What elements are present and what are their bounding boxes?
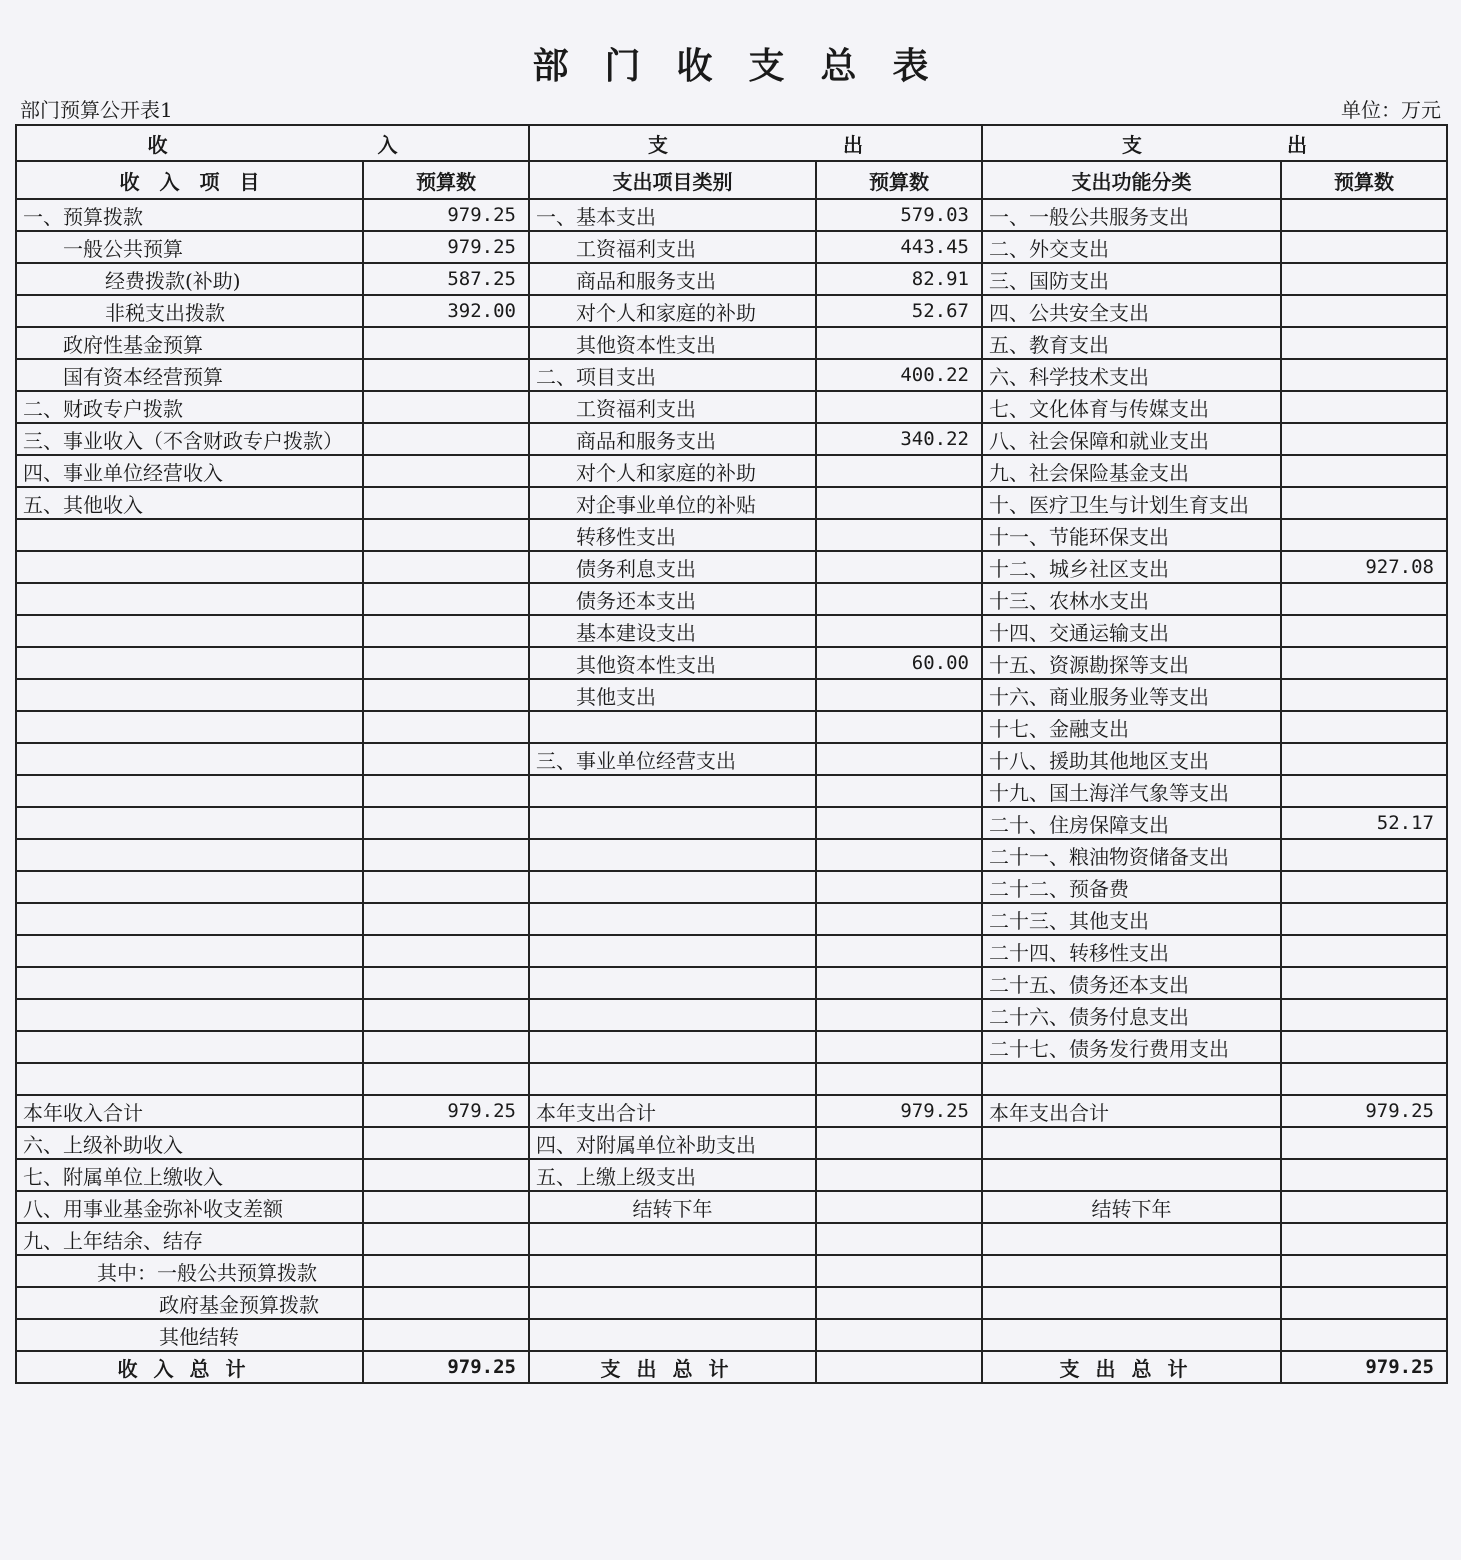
expense-type-item-cell: 支出总计 (529, 1351, 816, 1383)
expense-type-item-cell: 五、上缴上级支出 (529, 1159, 816, 1191)
expense-func-budget-cell (1281, 1063, 1447, 1095)
expense-type-budget-cell: 60.00 (816, 647, 982, 679)
expense-type-item-cell (529, 711, 816, 743)
expense-type-item-cell: 其他资本性支出 (529, 327, 816, 359)
table-row (16, 615, 1447, 647)
expense-func-budget-cell (1281, 967, 1447, 999)
expense-type-item-cell (529, 775, 816, 807)
table-row (16, 1063, 1447, 1095)
income-item-cell (16, 903, 363, 935)
income-item-cell: 其中：一般公共预算拨款 (16, 1255, 363, 1287)
expense-type-budget-cell (816, 679, 982, 711)
expense-func-item-cell (982, 1063, 1281, 1095)
table-row (16, 1351, 1447, 1383)
income-item-cell: 本年收入合计 (16, 1095, 363, 1127)
income-item-cell (16, 807, 363, 839)
expense-func-item-cell: 二十五、债务还本支出 (982, 967, 1281, 999)
income-item-cell: 政府基金预算拨款 (16, 1287, 363, 1319)
table-row (16, 1159, 1447, 1191)
expense-func-budget-cell (1281, 327, 1447, 359)
income-budget-cell (363, 1255, 529, 1287)
income-budget-cell (363, 999, 529, 1031)
table-row (16, 327, 1447, 359)
income-budget-cell: 587.25 (363, 263, 529, 295)
expense-type-item-cell: 基本建设支出 (529, 615, 816, 647)
expense-type-item-cell: 对个人和家庭的补助 (529, 455, 816, 487)
income-item-cell: 其他结转 (16, 1319, 363, 1351)
header-expense-type-budget: 预算数 (816, 161, 982, 199)
expense-func-budget-cell (1281, 871, 1447, 903)
table-row (16, 999, 1447, 1031)
expense-type-item-cell: 其他支出 (529, 679, 816, 711)
expense-type-item-cell (529, 1031, 816, 1063)
income-item-cell (16, 743, 363, 775)
expense-type-item-cell (529, 871, 816, 903)
expense-func-item-cell: 六、科学技术支出 (982, 359, 1281, 391)
expense-type-item-cell (529, 1223, 816, 1255)
header-expense-func-budget: 预算数 (1281, 161, 1447, 199)
income-budget-cell (363, 839, 529, 871)
expense-func-item-cell: 结转下年 (982, 1191, 1281, 1223)
expense-func-item-cell: 十八、援助其他地区支出 (982, 743, 1281, 775)
table-row (16, 519, 1447, 551)
expense-func-item-cell: 二十七、债务发行费用支出 (982, 1031, 1281, 1063)
table-row (16, 231, 1447, 263)
expense-func-budget-cell (1281, 583, 1447, 615)
income-budget-cell (363, 903, 529, 935)
expense-type-budget-cell (816, 839, 982, 871)
income-item-cell: 六、上级补助收入 (16, 1127, 363, 1159)
expense-func-budget-cell (1281, 455, 1447, 487)
income-item-cell (16, 1031, 363, 1063)
expense-func-budget-cell (1281, 775, 1447, 807)
expense-type-budget-cell (816, 743, 982, 775)
income-item-cell: 八、用事业基金弥补收支差额 (16, 1191, 363, 1223)
income-budget-cell (363, 1319, 529, 1351)
income-budget-cell (363, 935, 529, 967)
income-budget-cell (363, 583, 529, 615)
header-expense-type-item: 支出项目类别 (529, 161, 816, 199)
expense-type-item-cell (529, 935, 816, 967)
expense-type-item-cell (529, 1255, 816, 1287)
expense-func-item-cell: 九、社会保险基金支出 (982, 455, 1281, 487)
expense-func-budget-cell (1281, 295, 1447, 327)
expense-func-item-cell (982, 1159, 1281, 1191)
expense-type-budget-cell (816, 519, 982, 551)
expense-type-item-cell: 工资福利支出 (529, 231, 816, 263)
income-item-cell: 国有资本经营预算 (16, 359, 363, 391)
income-budget-cell (363, 615, 529, 647)
expense-type-budget-cell (816, 1287, 982, 1319)
income-budget-cell (363, 711, 529, 743)
expense-func-item-cell: 二、外交支出 (982, 231, 1281, 263)
income-budget-cell (363, 551, 529, 583)
expense-func-budget-cell (1281, 1159, 1447, 1191)
table-row (16, 391, 1447, 423)
expense-func-budget-cell (1281, 487, 1447, 519)
expense-func-item-cell: 支出总计 (982, 1351, 1281, 1383)
income-budget-cell (363, 1063, 529, 1095)
income-budget-cell (363, 871, 529, 903)
expense-type-item-cell (529, 999, 816, 1031)
income-budget-cell (363, 455, 529, 487)
table-row (16, 711, 1447, 743)
expense-func-budget-cell (1281, 935, 1447, 967)
expense-type-item-cell (529, 903, 816, 935)
expense-type-budget-cell (816, 1255, 982, 1287)
expense-func-item-cell: 本年支出合计 (982, 1095, 1281, 1127)
table-row (16, 1319, 1447, 1351)
table-row (16, 967, 1447, 999)
table-row (16, 551, 1447, 583)
table-row (16, 1287, 1447, 1319)
table-row (16, 1031, 1447, 1063)
income-item-cell: 九、上年结余、结存 (16, 1223, 363, 1255)
expense-func-item-cell: 十五、资源勘探等支出 (982, 647, 1281, 679)
section-header-row (16, 125, 1447, 161)
expense-type-budget-cell: 579.03 (816, 199, 982, 231)
expense-type-item-cell: 其他资本性支出 (529, 647, 816, 679)
expense-type-item-cell (529, 839, 816, 871)
expense-func-budget-cell (1281, 903, 1447, 935)
expense-func-budget-cell (1281, 1223, 1447, 1255)
income-budget-cell (363, 327, 529, 359)
income-item-cell: 非税支出拨款 (16, 295, 363, 327)
expense-type-item-cell (529, 1319, 816, 1351)
income-item-cell: 一般公共预算 (16, 231, 363, 263)
expense-type-item-cell: 对企事业单位的补贴 (529, 487, 816, 519)
expense-func-budget-cell (1281, 1255, 1447, 1287)
expense-func-item-cell: 二十二、预备费 (982, 871, 1281, 903)
table-row (16, 871, 1447, 903)
income-item-cell (16, 583, 363, 615)
expense-type-budget-cell (816, 1319, 982, 1351)
table-row (16, 583, 1447, 615)
expense-type-item-cell: 一、基本支出 (529, 199, 816, 231)
expense-type-item-cell: 对个人和家庭的补助 (529, 295, 816, 327)
expense-func-item-cell: 二十四、转移性支出 (982, 935, 1281, 967)
expense-type-item-cell: 商品和服务支出 (529, 263, 816, 295)
table-row (16, 423, 1447, 455)
expense-type-budget-cell: 979.25 (816, 1095, 982, 1127)
expense-type-budget-cell (816, 903, 982, 935)
expense-type-budget-cell (816, 775, 982, 807)
expense-type-item-cell: 工资福利支出 (529, 391, 816, 423)
expense-func-budget-cell (1281, 199, 1447, 231)
table-row (16, 903, 1447, 935)
income-item-cell (16, 519, 363, 551)
expense-type-budget-cell (816, 455, 982, 487)
income-item-cell (16, 775, 363, 807)
income-item-cell: 七、附属单位上缴收入 (16, 1159, 363, 1191)
expense-func-item-cell: 十六、商业服务业等支出 (982, 679, 1281, 711)
expense-type-budget-cell (816, 711, 982, 743)
expense-func-item-cell: 二十三、其他支出 (982, 903, 1281, 935)
expense-type-item-cell: 三、事业单位经营支出 (529, 743, 816, 775)
expense-type-item-cell: 本年支出合计 (529, 1095, 816, 1127)
expense-func-budget-cell (1281, 231, 1447, 263)
table-row (16, 295, 1447, 327)
expense-func-item-cell: 二十、住房保障支出 (982, 807, 1281, 839)
expense-type-budget-cell (816, 1191, 982, 1223)
expense-type-budget-cell: 443.45 (816, 231, 982, 263)
budget-table (15, 124, 1448, 1384)
expense-func-budget-cell (1281, 711, 1447, 743)
section-expense-function: 支 出 (982, 125, 1447, 161)
table-row (16, 679, 1447, 711)
section-income: 收 入 (16, 125, 529, 161)
expense-type-budget-cell: 340.22 (816, 423, 982, 455)
table-row (16, 263, 1447, 295)
expense-func-item-cell: 十、医疗卫生与计划生育支出 (982, 487, 1281, 519)
expense-func-item-cell: 十二、城乡社区支出 (982, 551, 1281, 583)
section-expense-type: 支 出 (529, 125, 982, 161)
expense-type-item-cell: 债务还本支出 (529, 583, 816, 615)
income-budget-cell: 979.25 (363, 231, 529, 263)
income-item-cell (16, 999, 363, 1031)
expense-type-budget-cell (816, 1031, 982, 1063)
header-income-item: 收 入 项 目 (16, 161, 363, 199)
expense-type-budget-cell (816, 1127, 982, 1159)
table-row (16, 1095, 1447, 1127)
expense-func-budget-cell (1281, 999, 1447, 1031)
expense-type-budget-cell (816, 1063, 982, 1095)
expense-func-item-cell: 十七、金融支出 (982, 711, 1281, 743)
income-budget-cell (363, 1191, 529, 1223)
expense-type-item-cell: 结转下年 (529, 1191, 816, 1223)
table-row (16, 647, 1447, 679)
income-budget-cell (363, 679, 529, 711)
income-item-cell: 四、事业单位经营收入 (16, 455, 363, 487)
expense-func-item-cell: 四、公共安全支出 (982, 295, 1281, 327)
expense-func-item-cell: 七、文化体育与传媒支出 (982, 391, 1281, 423)
table-row (16, 775, 1447, 807)
expense-type-budget-cell (816, 999, 982, 1031)
expense-type-budget-cell (816, 551, 982, 583)
expense-type-budget-cell (816, 871, 982, 903)
table-row (16, 743, 1447, 775)
expense-func-budget-cell (1281, 1287, 1447, 1319)
header-expense-func-item: 支出功能分类 (982, 161, 1281, 199)
expense-type-item-cell: 二、项目支出 (529, 359, 816, 391)
income-item-cell (16, 647, 363, 679)
expense-type-budget-cell (816, 391, 982, 423)
income-budget-cell: 979.25 (363, 199, 529, 231)
expense-type-budget-cell (816, 487, 982, 519)
expense-func-budget-cell (1281, 1319, 1447, 1351)
expense-func-budget-cell (1281, 519, 1447, 551)
table-body (16, 199, 1447, 1383)
expense-type-item-cell (529, 807, 816, 839)
expense-type-budget-cell (816, 935, 982, 967)
table-row (16, 1127, 1447, 1159)
expense-type-budget-cell: 52.67 (816, 295, 982, 327)
expense-func-item-cell: 十九、国土海洋气象等支出 (982, 775, 1281, 807)
income-item-cell: 经费拨款(补助) (16, 263, 363, 295)
income-budget-cell (363, 519, 529, 551)
income-budget-cell (363, 1223, 529, 1255)
income-item-cell: 收入总计 (16, 1351, 363, 1383)
income-item-cell: 二、财政专户拨款 (16, 391, 363, 423)
expense-type-budget-cell (816, 1351, 982, 1383)
income-item-cell (16, 711, 363, 743)
income-budget-cell (363, 1031, 529, 1063)
unit-label: 单位：万元 (1341, 98, 1441, 122)
table-row (16, 487, 1447, 519)
income-budget-cell (363, 391, 529, 423)
expense-type-item-cell: 转移性支出 (529, 519, 816, 551)
income-budget-cell (363, 423, 529, 455)
income-budget-cell (363, 647, 529, 679)
expense-func-item-cell (982, 1287, 1281, 1319)
expense-func-budget-cell: 979.25 (1281, 1351, 1447, 1383)
table-row (16, 1255, 1447, 1287)
expense-func-budget-cell: 927.08 (1281, 551, 1447, 583)
table-row (16, 359, 1447, 391)
table-row (16, 935, 1447, 967)
income-item-cell (16, 679, 363, 711)
income-item-cell (16, 551, 363, 583)
table-row (16, 1223, 1447, 1255)
income-item-cell (16, 1063, 363, 1095)
expense-func-item-cell: 二十六、债务付息支出 (982, 999, 1281, 1031)
income-budget-cell (363, 1127, 529, 1159)
expense-type-budget-cell: 82.91 (816, 263, 982, 295)
income-budget-cell: 979.25 (363, 1351, 529, 1383)
expense-func-budget-cell: 979.25 (1281, 1095, 1447, 1127)
table-row (16, 1191, 1447, 1223)
income-item-cell: 五、其他收入 (16, 487, 363, 519)
income-item-cell (16, 839, 363, 871)
income-budget-cell: 979.25 (363, 1095, 529, 1127)
expense-func-budget-cell: 52.17 (1281, 807, 1447, 839)
table-row (16, 839, 1447, 871)
expense-type-item-cell: 债务利息支出 (529, 551, 816, 583)
expense-func-budget-cell (1281, 1031, 1447, 1063)
expense-func-budget-cell (1281, 1127, 1447, 1159)
expense-func-budget-cell (1281, 1191, 1447, 1223)
income-budget-cell (363, 743, 529, 775)
expense-func-item-cell: 十一、节能环保支出 (982, 519, 1281, 551)
expense-func-item-cell: 五、教育支出 (982, 327, 1281, 359)
table-row (16, 199, 1447, 231)
expense-type-budget-cell: 400.22 (816, 359, 982, 391)
expense-func-budget-cell (1281, 359, 1447, 391)
income-item-cell (16, 935, 363, 967)
expense-type-budget-cell (816, 967, 982, 999)
header-income-budget: 预算数 (363, 161, 529, 199)
expense-func-budget-cell (1281, 839, 1447, 871)
income-item-cell (16, 967, 363, 999)
expense-func-item-cell: 十四、交通运输支出 (982, 615, 1281, 647)
expense-type-budget-cell (816, 1159, 982, 1191)
expense-func-item-cell: 三、国防支出 (982, 263, 1281, 295)
expense-type-budget-cell (816, 327, 982, 359)
income-item-cell: 政府性基金预算 (16, 327, 363, 359)
column-header-row (16, 161, 1447, 199)
income-budget-cell (363, 967, 529, 999)
income-budget-cell (363, 807, 529, 839)
expense-func-budget-cell (1281, 679, 1447, 711)
table-row (16, 807, 1447, 839)
table-id: 部门预算公开表1 (20, 98, 173, 122)
expense-func-item-cell: 一、一般公共服务支出 (982, 199, 1281, 231)
page-title: 部门收支总表 (532, 45, 965, 87)
expense-func-budget-cell (1281, 391, 1447, 423)
income-budget-cell: 392.00 (363, 295, 529, 327)
expense-type-budget-cell (816, 583, 982, 615)
expense-func-budget-cell (1281, 647, 1447, 679)
expense-func-item-cell (982, 1255, 1281, 1287)
expense-func-item-cell (982, 1223, 1281, 1255)
expense-func-item-cell: 二十一、粮油物资储备支出 (982, 839, 1281, 871)
income-budget-cell (363, 775, 529, 807)
income-item-cell: 一、预算拨款 (16, 199, 363, 231)
expense-type-item-cell (529, 1287, 816, 1319)
expense-func-item-cell: 十三、农林水支出 (982, 583, 1281, 615)
income-budget-cell (363, 487, 529, 519)
income-budget-cell (363, 1287, 529, 1319)
income-item-cell: 三、事业收入（不含财政专户拨款） (16, 423, 363, 455)
expense-type-budget-cell (816, 615, 982, 647)
expense-func-budget-cell (1281, 615, 1447, 647)
income-budget-cell (363, 1159, 529, 1191)
income-budget-cell (363, 359, 529, 391)
expense-type-budget-cell (816, 1223, 982, 1255)
expense-type-item-cell (529, 1063, 816, 1095)
table-row (16, 455, 1447, 487)
income-item-cell (16, 615, 363, 647)
expense-func-budget-cell (1281, 423, 1447, 455)
expense-type-item-cell (529, 967, 816, 999)
expense-type-item-cell: 四、对附属单位补助支出 (529, 1127, 816, 1159)
expense-func-item-cell (982, 1127, 1281, 1159)
expense-type-item-cell: 商品和服务支出 (529, 423, 816, 455)
income-item-cell (16, 871, 363, 903)
expense-func-item-cell (982, 1319, 1281, 1351)
expense-type-budget-cell (816, 807, 982, 839)
expense-func-budget-cell (1281, 263, 1447, 295)
expense-func-budget-cell (1281, 743, 1447, 775)
expense-func-item-cell: 八、社会保障和就业支出 (982, 423, 1281, 455)
